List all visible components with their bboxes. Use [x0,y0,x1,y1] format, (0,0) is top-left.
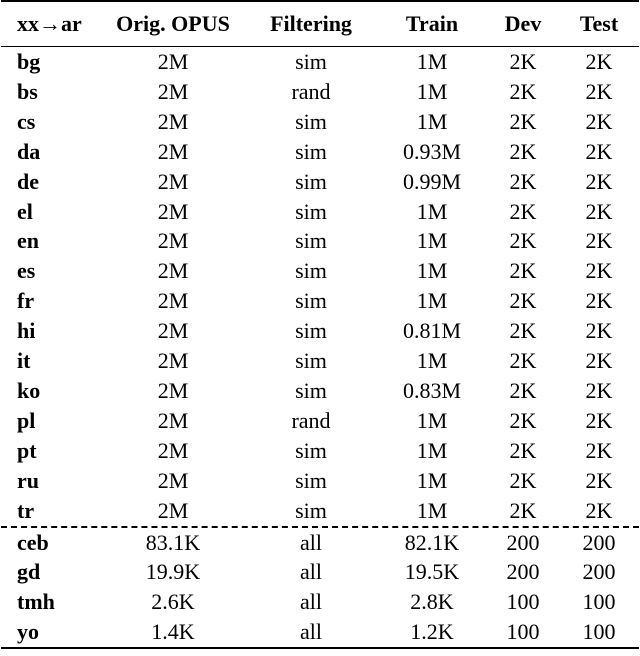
cell-dev: 2K [509,467,537,493]
table-row [1,47,639,77]
cell-filtering: sim [295,377,327,403]
cell-lang: hi [17,318,36,344]
cell-test: 200 [582,529,616,555]
cell-filtering: sim [295,318,327,344]
cell-train: 1M [416,467,448,493]
cell-train: 1M [416,288,448,314]
cell-orig-opus: 2M [157,467,189,493]
cell-filtering: rand [291,78,331,104]
cell-orig-opus: 2M [157,377,189,403]
cell-dev: 2K [509,138,537,164]
cell-filtering: sim [295,348,327,374]
cell-lang: gd [17,559,41,585]
cell-train: 1M [416,108,448,134]
table-row [1,406,639,436]
table-row [1,466,639,496]
header-orig-opus: Orig. OPUS [116,11,230,36]
cell-train: 1M [416,407,448,433]
cell-orig-opus: 2M [157,318,189,344]
cell-test: 2K [585,198,613,224]
cell-dev: 2K [509,258,537,284]
cell-test: 2K [585,49,613,74]
cell-test: 2K [585,377,613,403]
cell-filtering: all [300,529,322,555]
cell-lang: tmh [17,589,55,615]
cell-dev: 2K [509,288,537,314]
cell-orig-opus: 2M [157,258,189,284]
cell-filtering: sim [295,49,327,74]
cell-orig-opus: 2M [157,348,189,374]
cell-lang: bs [17,78,38,104]
cell-test: 100 [582,589,616,615]
table-row [1,77,639,107]
cell-train: 0.81M [402,318,462,344]
cell-test: 2K [585,138,613,164]
cell-train: 1M [416,497,448,523]
cell-dev: 2K [509,437,537,463]
table-row [1,107,639,137]
cell-test: 2K [585,437,613,463]
cell-lang: yo [17,619,39,645]
cell-orig-opus: 2M [157,49,189,74]
cell-test: 2K [585,168,613,194]
cell-lang: it [17,348,31,374]
cell-dev: 200 [506,529,540,555]
table-row [1,197,639,227]
table-row [1,617,639,647]
cell-filtering: sim [295,258,327,284]
cell-orig-opus: 2.6K [151,589,195,615]
cell-test: 2K [585,228,613,254]
header-test: Test [579,11,619,36]
cell-orig-opus: 2M [157,288,189,314]
cell-orig-opus: 2M [157,497,189,523]
cell-filtering: sim [295,228,327,254]
cell-train: 1M [416,49,448,74]
cell-test: 2K [585,318,613,344]
cell-train: 1M [416,78,448,104]
cell-train: 1M [416,198,448,224]
cell-lang: pl [17,407,36,433]
table-row [1,496,639,526]
header-filtering: Filtering [270,11,352,36]
cell-lang: da [17,138,41,164]
cell-orig-opus: 2M [157,228,189,254]
cell-lang: ru [17,467,39,493]
cell-test: 2K [585,258,613,284]
table-row [1,528,639,558]
cell-train: 1M [416,258,448,284]
table-row [1,226,639,256]
table-row [1,316,639,346]
cell-orig-opus: 2M [157,108,189,134]
table-row [1,286,639,316]
cell-train: 82.1K [404,529,460,555]
cell-lang: tr [17,497,35,523]
cell-dev: 100 [506,589,540,615]
cell-test: 2K [585,288,613,314]
cell-train: 0.93M [402,138,462,164]
cell-filtering: all [300,589,322,615]
cell-train: 1M [416,348,448,374]
cell-dev: 2K [509,228,537,254]
cell-filtering: sim [295,467,327,493]
cell-dev: 2K [509,377,537,403]
cell-lang: ceb [17,529,49,555]
cell-dev: 2K [509,407,537,433]
cell-orig-opus: 2M [157,78,189,104]
header-direction: xx→ar [17,11,82,36]
cell-orig-opus: 1.4K [151,619,195,645]
cell-train: 0.83M [402,377,462,403]
cell-filtering: rand [291,407,331,433]
body-table-low-resource [1,528,639,648]
header-table [1,2,639,46]
cell-lang: es [17,258,36,284]
cell-lang: cs [17,108,36,134]
cell-dev: 2K [509,198,537,224]
cell-dev: 2K [509,348,537,374]
table-row [1,376,639,406]
cell-dev: 100 [506,619,540,645]
bottom-rule [1,647,639,649]
cell-train: 1.2K [410,619,454,645]
cell-train: 1M [416,228,448,254]
cell-filtering: all [300,559,322,585]
table-row [1,256,639,286]
table-row [1,436,639,466]
cell-filtering: sim [295,198,327,224]
cell-test: 2K [585,78,613,104]
cell-orig-opus: 2M [157,198,189,224]
cell-lang: fr [17,288,35,314]
cell-lang: en [17,228,39,254]
cell-filtering: all [300,619,322,645]
cell-test: 2K [585,108,613,134]
cell-test: 2K [585,467,613,493]
cell-orig-opus: 2M [157,407,189,433]
cell-lang: el [17,198,33,224]
table-row [1,167,639,197]
cell-train: 1M [416,437,448,463]
cell-filtering: sim [295,108,327,134]
cell-dev: 2K [509,108,537,134]
table-row [1,587,639,617]
cell-dev: 2K [509,497,537,523]
header-row [1,2,639,46]
cell-dev: 2K [509,168,537,194]
table-row [1,557,639,587]
cell-test: 100 [582,619,616,645]
cell-orig-opus: 2M [157,437,189,463]
cell-dev: 2K [509,318,537,344]
cell-train: 19.5K [404,559,460,585]
cell-lang: ko [17,377,41,403]
cell-test: 2K [585,348,613,374]
cell-filtering: sim [295,497,327,523]
cell-test: 200 [582,559,616,585]
body-table-high-resource [1,47,639,526]
cell-lang: pt [17,437,37,463]
cell-filtering: sim [295,437,327,463]
cell-orig-opus: 83.1K [145,529,201,555]
cell-orig-opus: 2M [157,138,189,164]
cell-dev: 200 [506,559,540,585]
cell-lang: de [17,168,39,194]
cell-train: 2.8K [410,589,454,615]
cell-orig-opus: 2M [157,168,189,194]
cell-test: 2K [585,407,613,433]
cell-filtering: sim [295,138,327,164]
header-dev: Dev [504,11,542,36]
data-table [1,0,639,649]
cell-train: 0.99M [402,168,462,194]
table-row [1,137,639,167]
cell-orig-opus: 19.9K [145,559,201,585]
cell-filtering: sim [295,168,327,194]
cell-filtering: sim [295,288,327,314]
header-train: Train [405,11,459,36]
cell-test: 2K [585,497,613,523]
cell-lang: bg [17,49,41,74]
cell-dev: 2K [509,78,537,104]
table-row [1,346,639,376]
cell-dev: 2K [509,49,537,74]
